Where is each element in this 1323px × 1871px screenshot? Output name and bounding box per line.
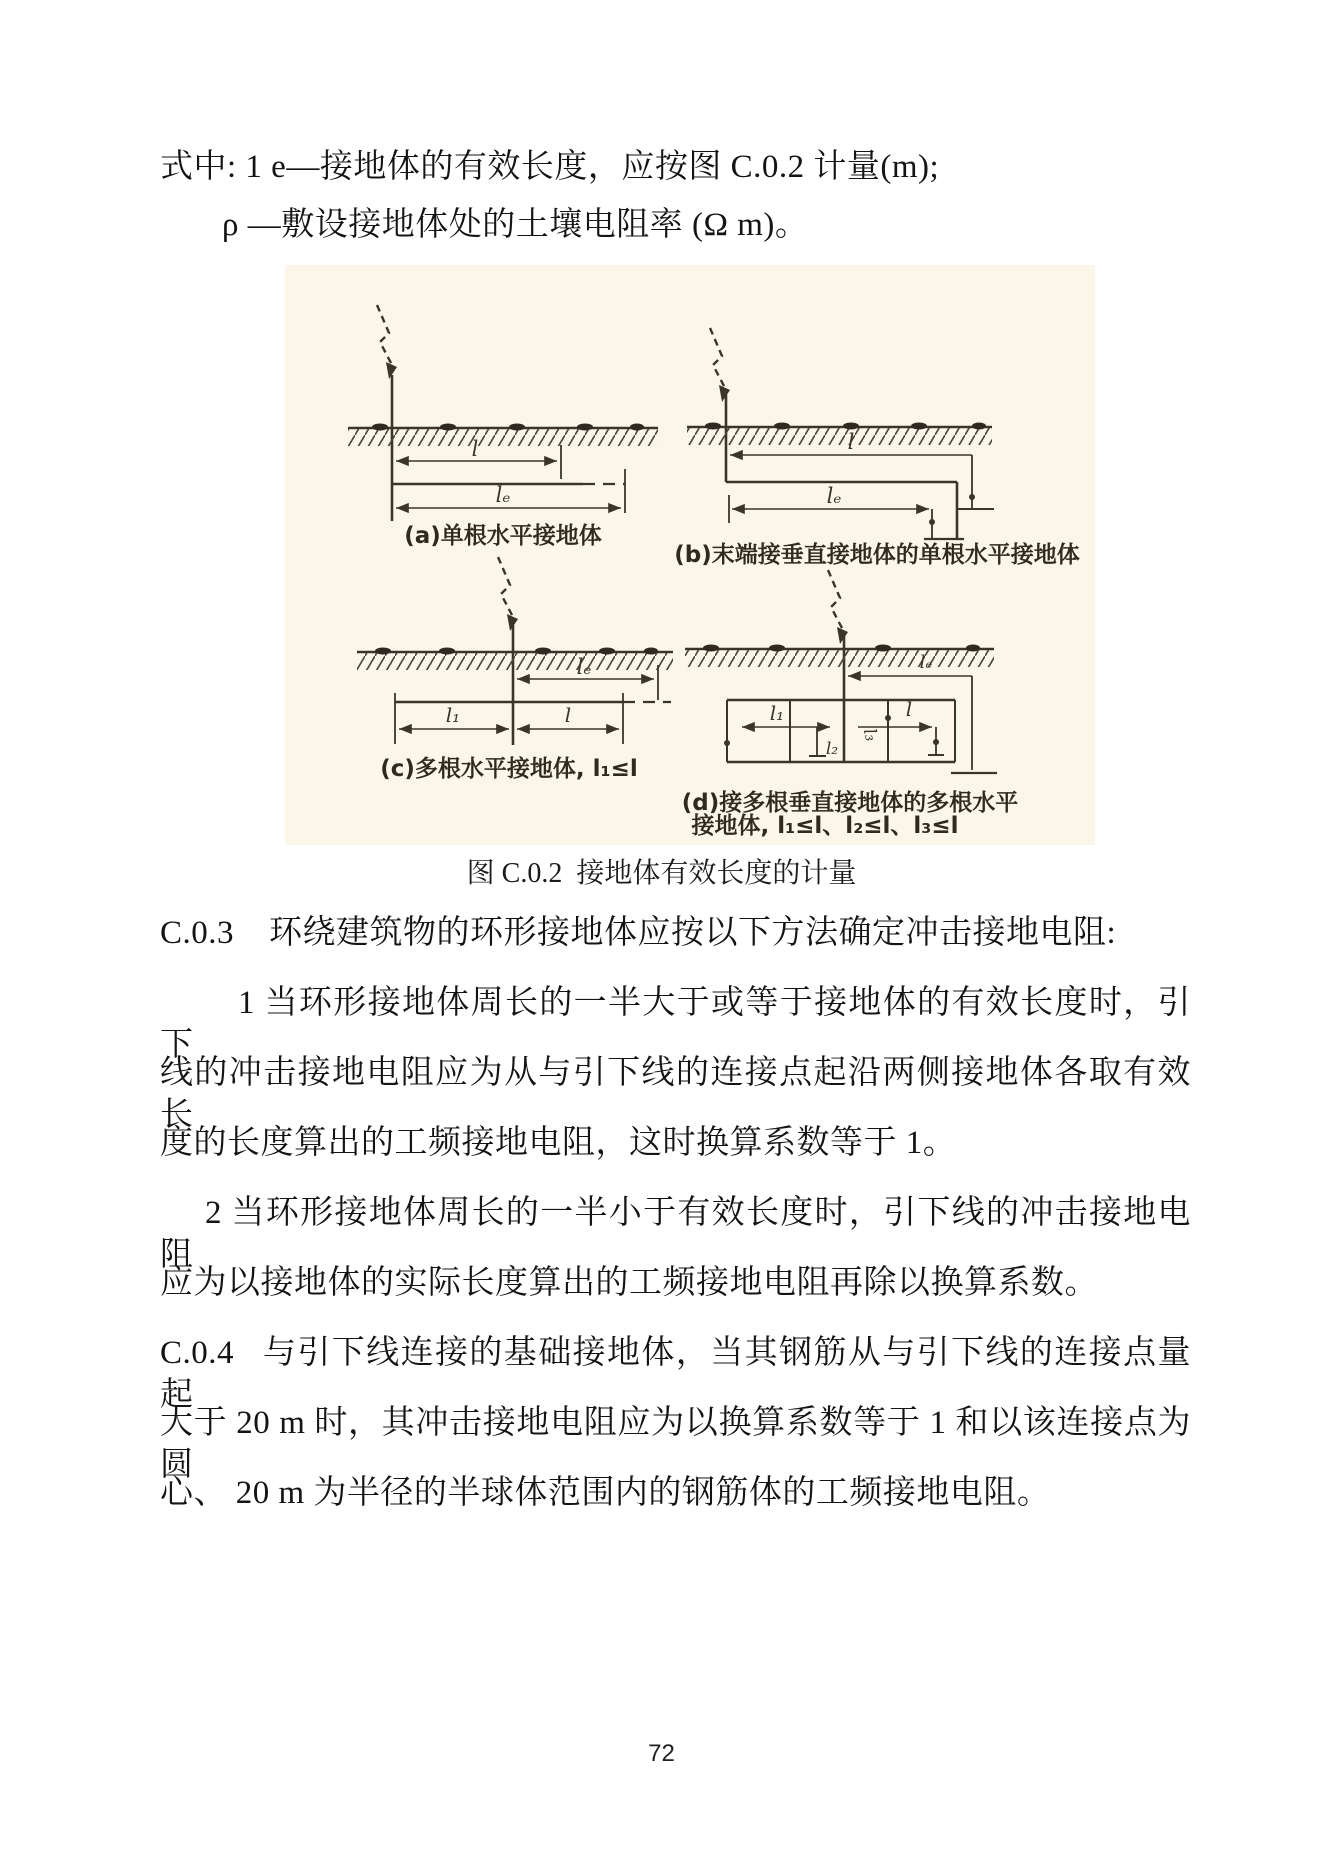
subfigure-a-caption: (a)单根水平接地体 <box>404 523 602 549</box>
formula-note-line-2: ρ —敷设接地体处的土壤电阻率 (Ω m)。 <box>222 207 809 243</box>
rod-joint-dot <box>885 715 891 721</box>
dim-label-l1: l₁ <box>769 701 785 725</box>
rod-joint-dot <box>724 740 730 746</box>
dim-label-le: lₑ <box>826 484 842 508</box>
rod-joint-dot <box>969 494 975 500</box>
clause-c04-line2: 大于 20 m 时，其冲击接地电阻应为以换算系数等于 1 和以该连接点为圆 <box>160 1405 1191 1483</box>
ground-hatching <box>687 428 992 445</box>
subfigure-d-caption-line2: 接地体, l₁≤l、l₂≤l、l₃≤l <box>691 813 959 839</box>
dim-label-l1: l₁ <box>445 703 461 727</box>
page-number: 72 <box>648 1740 675 1767</box>
clause-c04-line3: 心、 20 m 为半径的半球体范围内的钢筋体的工频接地电阻。 <box>160 1475 1051 1511</box>
rod-joint-dot <box>933 739 939 745</box>
ground-hatching <box>357 653 673 670</box>
dim-label-l: l <box>905 697 913 721</box>
subfigure-c-caption: (c)多根水平接地体, l₁≤l <box>380 756 638 782</box>
dim-label-l: l <box>471 437 479 461</box>
paragraph-line: 度的长度算出的工频接地电阻，这时换算系数等于 1。 <box>160 1125 957 1161</box>
paragraph-line: 应为以接地体的实际长度算出的工频接地电阻再除以换算系数。 <box>160 1265 1098 1301</box>
rod-joint-dot <box>929 519 935 525</box>
paragraph-line: 2 当环形接地体周长的一半小于有效长度时，引下线的冲击接地电阻 <box>160 1195 1191 1273</box>
subfigure-d-caption-line1: (d)接多根垂直接地体的多根水平 <box>681 790 1019 816</box>
dim-label-le: lₑ <box>919 652 933 673</box>
paragraph-line: 线的冲击接地电阻应为从与引下线的连接点起沿两侧接地体各取有效长 <box>160 1055 1191 1133</box>
ground-hatching <box>348 429 658 446</box>
formula-note-line-1: 式中: 1 e—接地体的有效长度，应按图 C.0.2 计量(m); <box>160 149 940 185</box>
figure-caption: 图 C.0.2 接地体有效长度的计量 <box>466 858 857 889</box>
paragraph-line: 1 当环形接地体周长的一半大于或等于接地体的有效长度时，引下 <box>160 985 1191 1063</box>
figure-scan <box>285 265 1095 845</box>
clause-c03-heading: C.0.3 环绕建筑物的环形接地体应按以下方法确定冲击接地电阻: <box>160 915 1117 951</box>
ground-hatching <box>685 650 994 667</box>
dim-label-l2: l₂ <box>825 739 839 759</box>
dim-label-l: l <box>847 430 855 454</box>
dim-label-le: lₑ <box>495 483 511 507</box>
clause-c04-line1: C.0.4 与引下线连接的基础接地体，当其钢筋从与引下线的连接点量起 <box>160 1335 1191 1413</box>
dim-label-l: l <box>564 703 572 727</box>
subfigure-b-caption: (b)末端接垂直接地体的单根水平接地体 <box>674 542 1080 568</box>
dim-label-le: lₑ <box>576 655 592 679</box>
dim-label-l3: l₃ <box>858 726 881 744</box>
